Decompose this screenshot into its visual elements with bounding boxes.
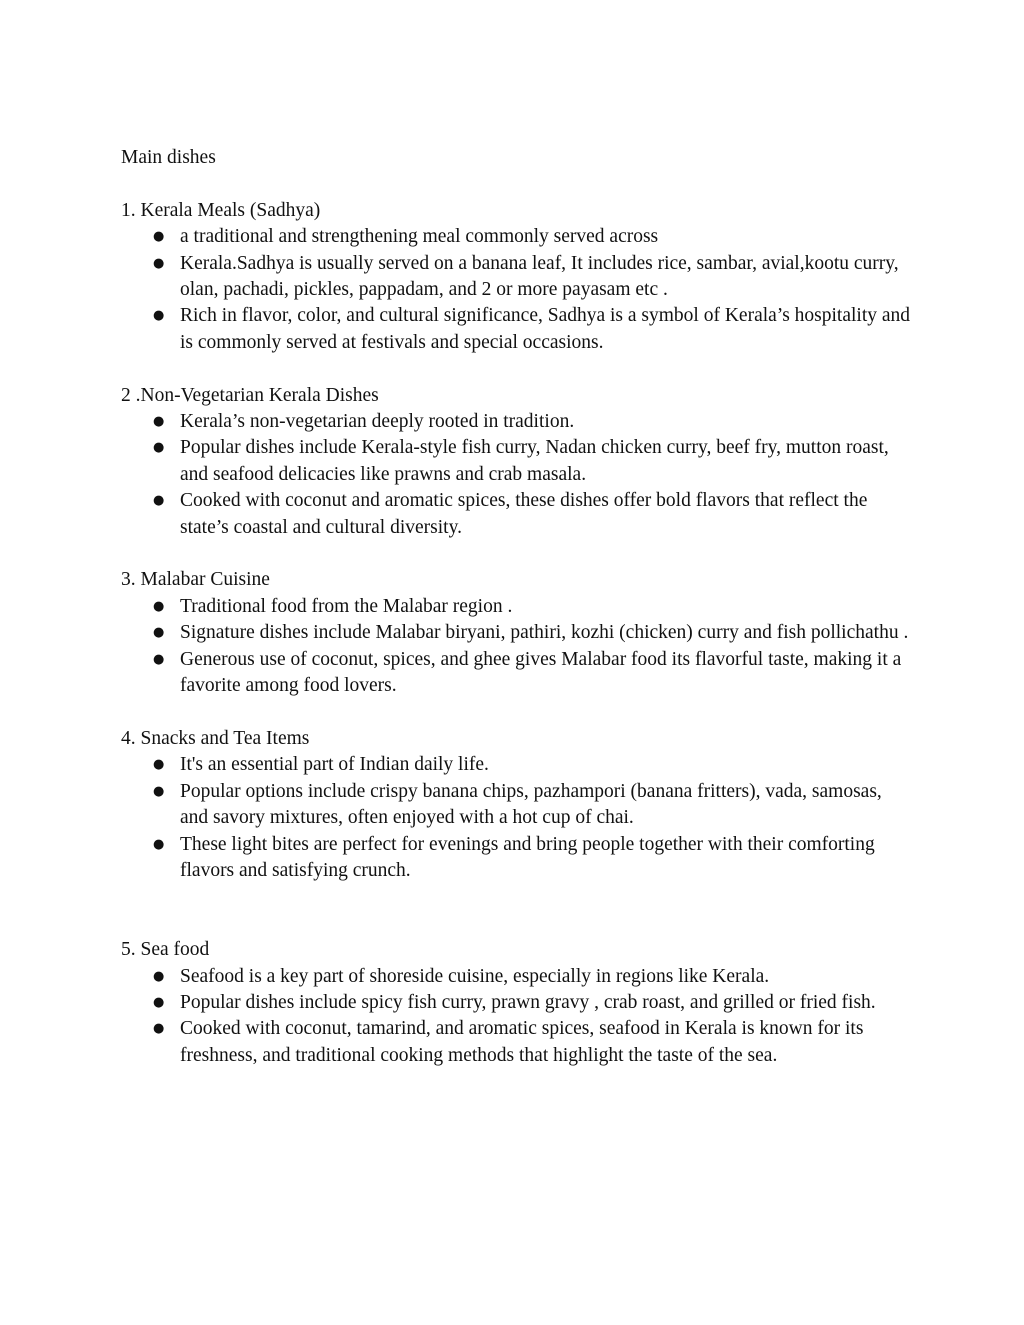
list-item [121,594,911,620]
list-item [121,251,911,304]
section-kerala-meals [121,198,911,356]
document-title: Main dishes [121,147,216,168]
bullet-icon: ● [153,625,165,641]
list-item-text: Cooked with coconut and aromatic spices, these dishes offer bold flavors that reflect the state’s coastal and cultural diversity. [180,490,868,538]
list-item [121,832,911,885]
list-item [121,435,911,488]
bullet-icon: ● [153,598,165,614]
bullet-icon: ● [153,229,165,245]
list-item-text: Cooked with coconut, tamarind, and aromatic spices, seafood in Kerala is known for its freshness, and traditional cooking methods that highlight the taste of the sea. [180,1018,864,1066]
list-item-text: Kerala.Sadhya is usually served on a banana leaf, It includes rice, sambar, avial,kootu curry, olan, pachadi, pickles, pappadam, and 2 or more payasam etc . [180,252,899,301]
section-malabar-cuisine [121,567,911,699]
section-heading: 3. Malabar Cuisine [121,569,270,591]
section-non-vegetarian [121,383,911,541]
bullet-icon: ● [153,757,165,773]
list-item-text: Signature dishes include Malabar biryani, pathiri, kozhi (chicken) curry and fish pollichathu . [180,622,909,644]
list-item-text: Generous use of coconut, spices, and ghee gives Malabar food its flavorful taste, making it a favorite among food lovers. [180,648,902,697]
list-item-text: Rich in flavor, color, and cultural significance, Sadhya is a symbol of Kerala’s hospitality and is commonly served at festivals and special occasions. [180,305,911,353]
bullet-list [121,964,911,1070]
list-item [121,752,911,778]
list-item-text: These light bites are perfect for evenings and bring people together with their comforting flavors and satisfying crunch. [180,833,875,881]
bullet-icon: ● [153,783,165,799]
list-item [121,1016,911,1069]
list-item-text: It's an essential part of Indian daily life. [180,754,489,776]
list-item-text: Popular options include crispy banana chips, pazhampori (banana fritters), vada, samosas, and savory mixtures, often enjoyed with a hot cup of chai. [180,780,882,829]
list-item-text: Seafood is a key part of shoreside cuisine, especially in regions like Kerala. [180,965,770,987]
bullet-icon: ● [153,836,165,852]
bullet-icon: ● [153,994,165,1010]
list-item-text: a traditional and strengthening meal commonly served across [180,226,659,248]
list-item [121,224,911,250]
section-heading: 5. Sea food [121,939,210,961]
list-item [121,964,911,990]
bullet-icon: ● [153,651,165,667]
section-heading: 4. Snacks and Tea Items [121,727,310,749]
list-item-text: Traditional food from the Malabar region . [180,595,513,617]
list-item-text: Popular dishes include spicy fish curry, prawn gravy , crab roast, and grilled or fried fish. [180,991,876,1013]
bullet-list [121,594,911,700]
list-item [121,647,911,700]
bullet-icon: ● [153,414,165,430]
bullet-icon: ● [153,968,165,984]
bullet-icon: ● [153,493,165,509]
section-heading: 1. Kerala Meals (Sadhya) [121,199,321,221]
bullet-list [121,224,911,356]
list-item [121,779,911,832]
list-item [121,620,911,646]
bullet-list [121,409,911,541]
section-heading: 2 .Non-Vegetarian Kerala Dishes [121,384,379,406]
section-sea-food [121,937,911,1069]
bullet-icon: ● [153,308,165,324]
section-snacks-tea [121,726,911,884]
bullet-icon: ● [153,1021,165,1037]
document-page [121,145,911,1096]
list-item [121,488,911,541]
list-item-text: Kerala’s non-vegetarian deeply rooted in tradition. [180,411,575,433]
bullet-icon: ● [153,255,165,271]
list-item [121,990,911,1016]
list-item [121,409,911,435]
list-item-text: Popular dishes include Kerala-style fish curry, Nadan chicken curry, beef fry, mutton roast, and seafood delicacies like prawns and crab masala. [180,437,889,485]
list-item [121,303,911,356]
bullet-icon: ● [153,440,165,456]
bullet-list [121,752,911,884]
